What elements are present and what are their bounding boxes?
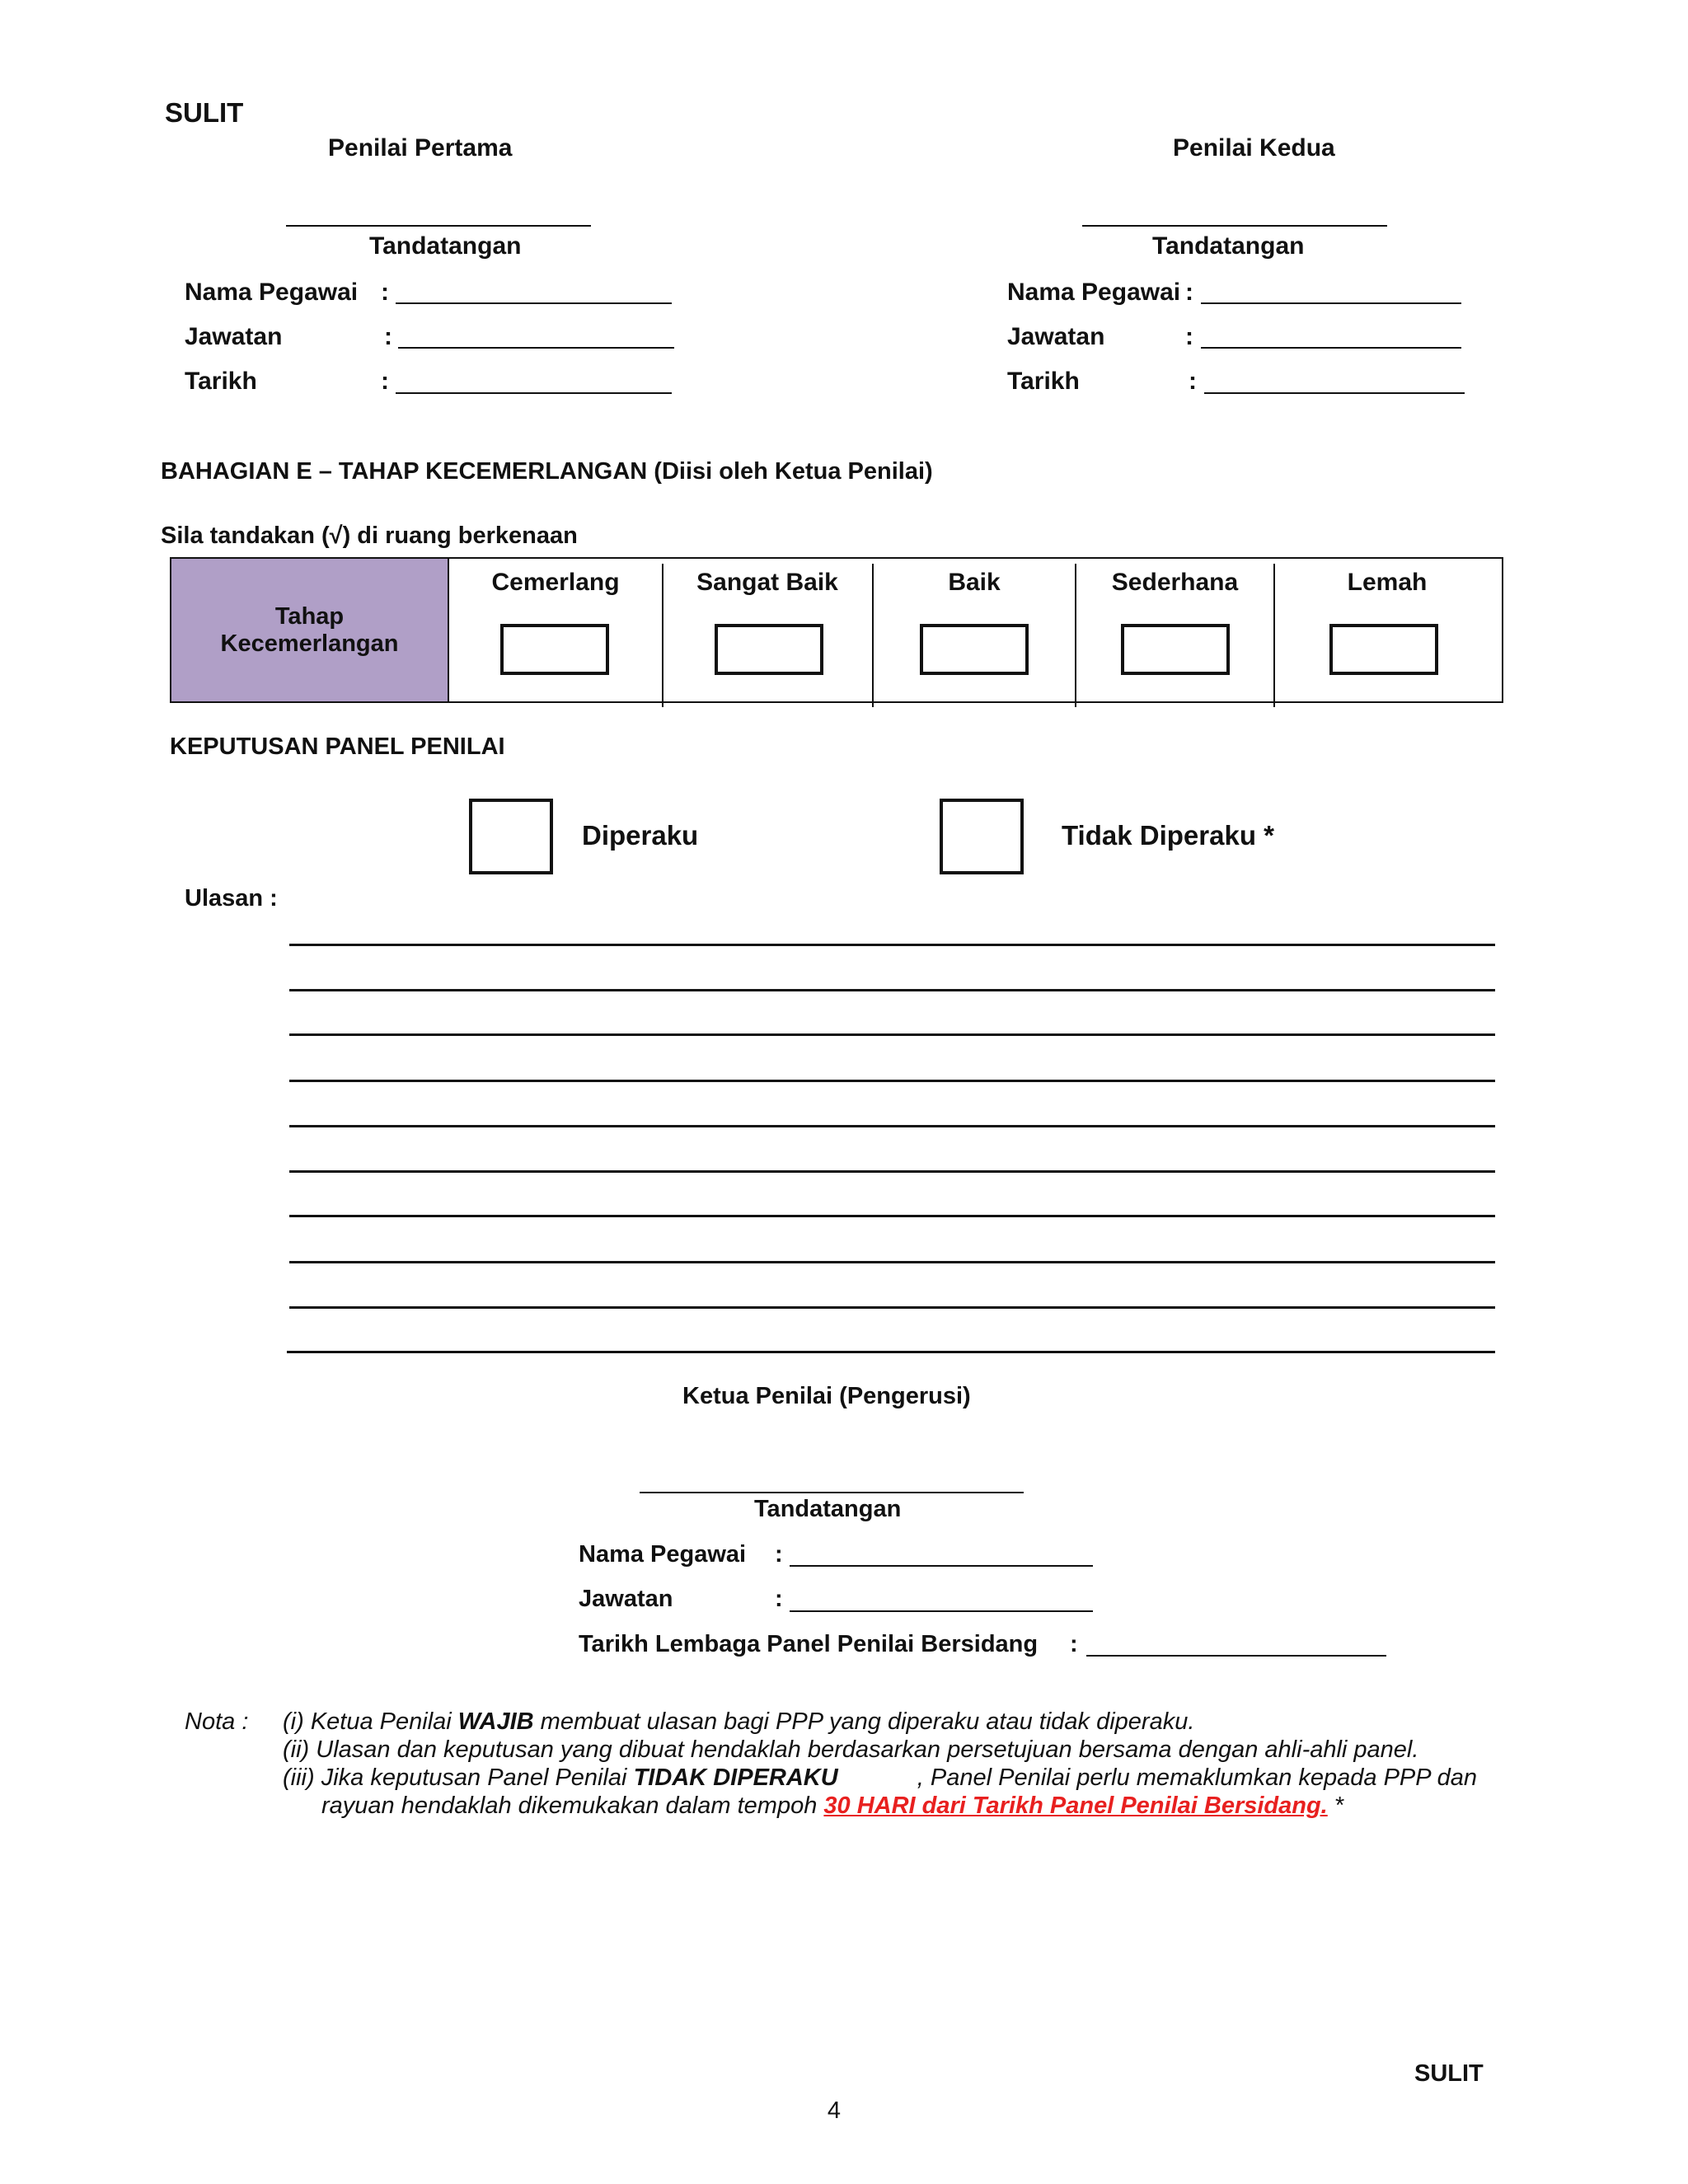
first-name-label: Nama Pegawai: [185, 279, 359, 306]
rating-col-sangat-baik: Sangat Baik: [696, 569, 838, 596]
remarks-line[interactable]: [289, 1261, 1495, 1263]
second-name-field[interactable]: [1201, 302, 1461, 304]
first-signature-label: Tandatangan: [369, 232, 522, 260]
second-position-label: Jawatan: [1007, 323, 1105, 350]
rating-checkbox-cemerlang[interactable]: [500, 624, 609, 675]
remarks-line[interactable]: [289, 1306, 1495, 1309]
first-date-colon: :: [381, 368, 389, 395]
approved-label: Diperaku: [582, 820, 699, 851]
rejected-label: Tidak Diperaku *: [1062, 820, 1274, 851]
second-signature-label: Tandatangan: [1152, 232, 1305, 260]
remarks-line[interactable]: [289, 989, 1495, 991]
first-position-field[interactable]: [398, 347, 674, 349]
note-item-3-asterisk: *: [1327, 1793, 1344, 1819]
first-assessor-title: Penilai Pertama: [328, 134, 513, 162]
chair-date-label: Tarikh Lembaga Panel Penilai Bersidang: [579, 1631, 1039, 1657]
classification-header: SULIT: [165, 97, 244, 128]
note-item-3: [283, 1765, 1477, 1792]
second-position-field[interactable]: [1201, 347, 1461, 349]
chair-position-label: Jawatan: [579, 1586, 673, 1612]
rating-checkbox-sederhana[interactable]: [1121, 624, 1230, 675]
note-deadline-highlight: 30 HARI dari Tarikh Panel Penilai Bersidang.: [823, 1793, 1328, 1819]
note-item-1-emphasis: WAJIB: [457, 1708, 534, 1735]
first-date-field[interactable]: [396, 392, 672, 394]
remarks-line[interactable]: [289, 1170, 1495, 1173]
remarks-line[interactable]: [289, 1215, 1495, 1217]
rating-checkbox-lemah[interactable]: [1329, 624, 1438, 675]
remarks-line[interactable]: [289, 944, 1495, 946]
section-e-instruction: Sila tandakan (√) di ruang berkenaan: [161, 523, 578, 549]
remarks-line[interactable]: [287, 1351, 1495, 1353]
first-name-colon: :: [381, 279, 389, 306]
chair-name-colon: :: [775, 1541, 783, 1568]
chair-date-colon: :: [1070, 1631, 1078, 1657]
note-item-2: (ii) Ulasan dan keputusan yang dibuat hendaklah berdasarkan persetujuan bersama dengan ahli-ahli panel.: [283, 1736, 1419, 1763]
second-position-colon: :: [1185, 323, 1193, 350]
chair-date-field[interactable]: [1086, 1655, 1386, 1657]
rating-checkbox-baik[interactable]: [920, 624, 1029, 675]
first-date-label: Tarikh: [185, 368, 257, 395]
note-item-3-lead: [283, 1765, 838, 1792]
note-item-3-cont-text: rayuan hendaklah dikemukakan dalam tempoh: [321, 1793, 824, 1819]
second-signature-line[interactable]: [1082, 225, 1387, 227]
note-item-3-emphasis: TIDAK DIPERAKU: [633, 1765, 838, 1791]
rejected-checkbox[interactable]: [940, 799, 1024, 874]
remarks-line[interactable]: [289, 1125, 1495, 1127]
note-item-1: [283, 1708, 1194, 1736]
rating-col-cemerlang: Cemerlang: [491, 569, 620, 596]
second-name-colon: :: [1185, 279, 1193, 306]
second-date-label: Tarikh: [1007, 368, 1080, 395]
note-item-3-text: (iii) Jika keputusan Panel Penilai: [283, 1765, 634, 1791]
chair-name-field[interactable]: [790, 1565, 1093, 1567]
second-date-field[interactable]: [1204, 392, 1465, 394]
note-item-1-text-end: membuat ulasan bagi PPP yang diperaku atau tidak diperaku.: [533, 1708, 1195, 1735]
rating-col-baik: Baik: [948, 569, 1001, 596]
remarks-line[interactable]: [289, 1033, 1495, 1036]
note-item-3-tail: , Panel Penilai perlu memaklumkan kepada PPP dan: [917, 1765, 1477, 1791]
remarks-label: Ulasan :: [185, 885, 278, 912]
rating-checkbox-sangat-baik[interactable]: [715, 624, 823, 675]
page-number: 4: [827, 2097, 842, 2124]
chair-name-label: Nama Pegawai: [579, 1541, 747, 1568]
chair-signature-line[interactable]: [640, 1492, 1024, 1493]
first-position-label: Jawatan: [185, 323, 283, 350]
first-position-colon: :: [384, 323, 392, 350]
chair-signature-label: Tandatangan: [754, 1496, 902, 1522]
approved-checkbox[interactable]: [469, 799, 553, 874]
second-name-label: Nama Pegawai: [1007, 279, 1181, 306]
rating-col-lemah: Lemah: [1347, 569, 1428, 596]
rating-row-label-line1: Tahap: [274, 602, 345, 630]
rating-row-label-line2: Kecemerlangan: [220, 630, 399, 657]
decision-heading: KEPUTUSAN PANEL PENILAI: [170, 733, 505, 760]
note-item-3-continued: [321, 1793, 1343, 1820]
notes-label: Nota :: [185, 1708, 249, 1735]
classification-footer: SULIT: [1414, 2060, 1484, 2087]
section-e-heading: BAHAGIAN E – TAHAP KECEMERLANGAN (Diisi oleh Ketua Penilai): [161, 458, 933, 485]
rating-col-sederhana: Sederhana: [1111, 569, 1239, 596]
rating-row-label: [171, 559, 449, 701]
chair-position-field[interactable]: [790, 1610, 1093, 1612]
chair-title: Ketua Penilai (Pengerusi): [682, 1383, 971, 1409]
first-signature-line[interactable]: [286, 225, 591, 227]
second-date-colon: :: [1189, 368, 1197, 395]
remarks-line[interactable]: [289, 1080, 1495, 1082]
first-name-field[interactable]: [396, 302, 672, 304]
second-assessor-title: Penilai Kedua: [1173, 134, 1335, 162]
chair-position-colon: :: [775, 1586, 783, 1612]
note-item-1-text: (i) Ketua Penilai: [283, 1708, 458, 1735]
